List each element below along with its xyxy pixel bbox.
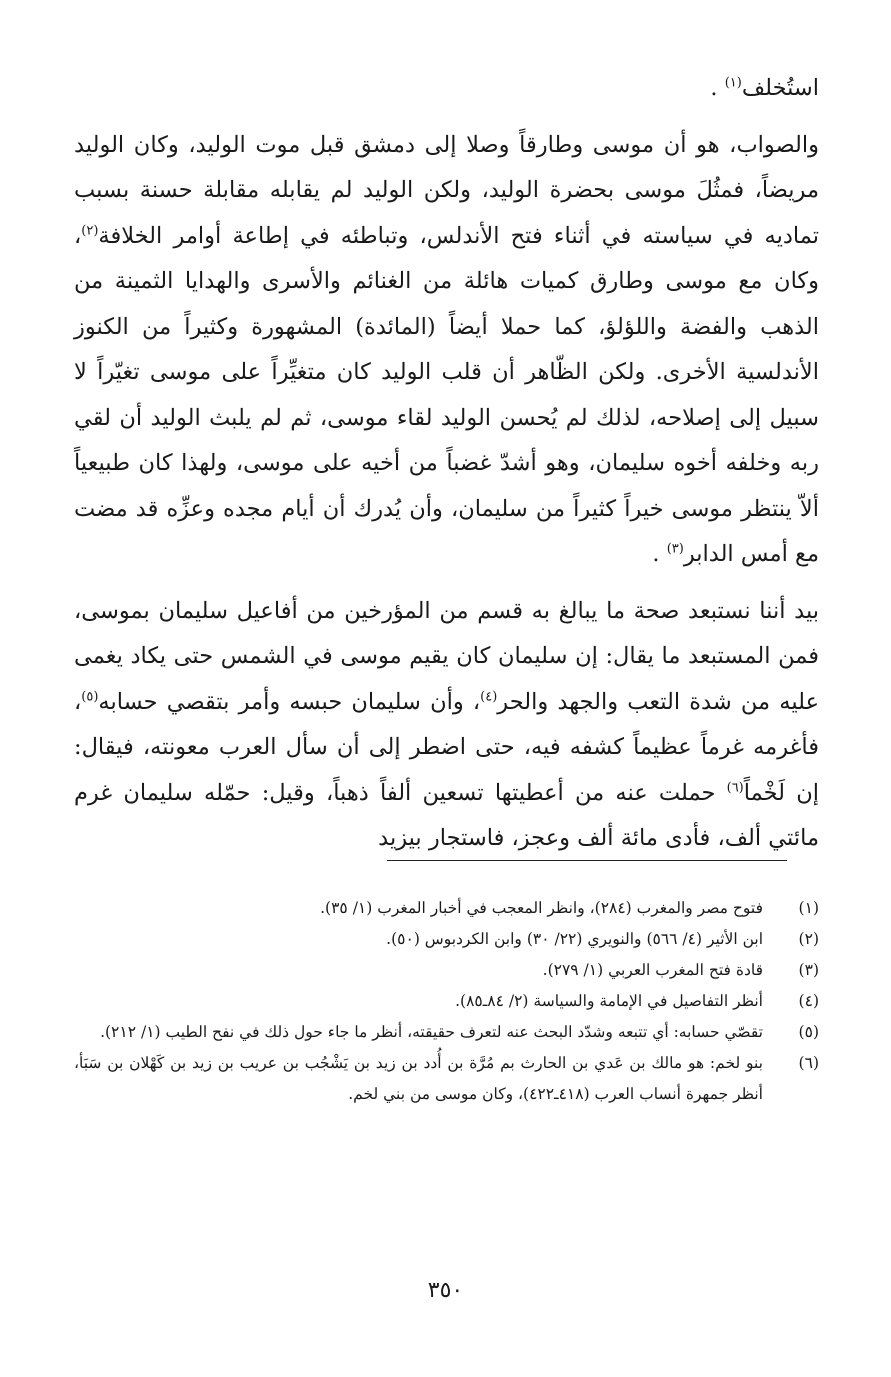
paragraph-2 — [74, 123, 819, 578]
footnote-1 — [74, 893, 819, 924]
footnote-text: تقصّي حسابه: أي تتبعه وشدّد البحث عنه لتعرف حقيقته، أنظر ما جاء حول ذلك في نفح الطيب (١/ ٢١٢). — [100, 1023, 763, 1041]
paragraph-3-part-c: ، فأغرمه غرماً عظيماً كشفه فيه، حتى اضطر إلى أن سأل العرب معونته، فيقال: إن لَخْماً — [74, 688, 819, 806]
footnote-number: (٥) — [798, 1023, 819, 1041]
footnotes — [74, 893, 819, 1110]
footnote-number: (٣) — [798, 961, 819, 979]
footnote-ref-4: (٤) — [480, 689, 498, 704]
footnote-2 — [74, 924, 819, 955]
paragraph-1 — [74, 66, 819, 112]
paragraph-2-part-a: والصواب، هو أن موسى وطارقاً وصلا إلى دمشق قبل موت الوليد، وكان الوليد مريضاً، فمثُلَ موسى بحضرة الوليد، ولكن الوليد لم يقابله مقابلة حسنة بسبب تماديه في سياسته في أثناء فتح الأندلس، وتباطئه في إطاعة أوامر الخلافة — [74, 131, 819, 249]
footnote-5 — [74, 1017, 819, 1048]
footnote-4 — [74, 986, 819, 1017]
paragraph-3 — [74, 589, 819, 862]
footnote-ref-3: (٣) — [666, 541, 684, 557]
paragraph-3-part-a: بيد أننا نستبعد صحة ما يبالغ به قسم من المؤرخين من أفاعيل سليمان بموسى، فمن المستبعد ما يقال: إن سليمان كان يقيم موسى في الشمس حتى يكاد يغمى عليه من شدة التعب والجهد والحر — [74, 597, 819, 715]
paragraph-3-part-b: ، وأن سليمان حبسه وأمر بتقصي حسابه — [98, 688, 481, 715]
footnote-number: (٢) — [798, 930, 819, 948]
footnote-ref-5: (٥) — [81, 689, 99, 704]
paragraph-1-end: . — [710, 75, 725, 101]
paragraph-3-part-d: حملت عنه من أعطيتها تسعين ألفاً ذهباً، وقيل: حمّله سليمان غرم مائتي ألف، فأدى مائة ألف وعجز، فاستجار بيزيد — [74, 779, 819, 851]
footnote-number: (٦) — [798, 1054, 819, 1072]
paragraph-2-part-b: ، وكان مع موسى وطارق كميات هائلة من الغنائم والأسرى والهدايا الثمينة من الذهب والفضة واللؤلؤ، كما حملا أيضاً (المائدة) المشهورة وكثيراً من الكنوز الأندلسية الأخرى. ولكن الظّاهر أن قلب الوليد كان متغيِّراً على موسى تغيّراً لا سبيل إلى إصلاحه، لذلك لم يُحسن الوليد لقاء موسى، ثم لم يلبث الوليد أن لقي ربه وخلفه أخوه سليمان، وهو أشدّ غضباً من أخيه على موسى، ولهذا كان طبيعياً ألاّ ينتظر موسى خيراً كثيراً من سليمان، وأن يُدرك أن أيام مجده وعزِّه قد مضت مع أمس الدابر — [74, 222, 819, 567]
footnote-text: أنظر التفاصيل في الإمامة والسياسة (٢/ ٨٤ـ٨٥). — [455, 992, 763, 1010]
footnote-text: قادة فتح المغرب العربي (١/ ٢٧٩). — [542, 961, 763, 979]
footnote-separator — [387, 860, 787, 861]
footnote-number: (٤) — [798, 992, 819, 1010]
footnote-ref-1: (١) — [724, 75, 742, 91]
footnote-text: ابن الأثير (٤/ ٥٦٦) والنويري (٢٢/ ٣٠) وابن الكردبوس (٥٠). — [386, 930, 763, 948]
paragraph-1-text: استُخلف — [741, 75, 819, 101]
footnote-ref-2: (٢) — [81, 223, 99, 238]
main-text — [74, 66, 819, 873]
footnote-text: فتوح مصر والمغرب (٢٨٤)، وانظر المعجب في أخبار المغرب (١/ ٣٥). — [320, 899, 763, 917]
page-number: ٣٥٠ — [427, 1278, 464, 1303]
footnote-6 — [74, 1048, 819, 1110]
footnote-3 — [74, 955, 819, 986]
paragraph-2-end: . — [652, 541, 667, 567]
footnote-number: (١) — [798, 899, 819, 917]
footnote-text: بنو لخم: هو مالك بن عَدي بن الحارث بم مُرَّة بن أُدد بن زيد بن يَشْجُب بن عريب بن زيد بن كَهْلان بن سَبَأ، أنظر جمهرة أنساب العرب (٤١٨ـ٤٢٢)، وكان موسى من بني لخم. — [74, 1054, 763, 1103]
footnote-ref-6: (٦) — [726, 780, 744, 795]
